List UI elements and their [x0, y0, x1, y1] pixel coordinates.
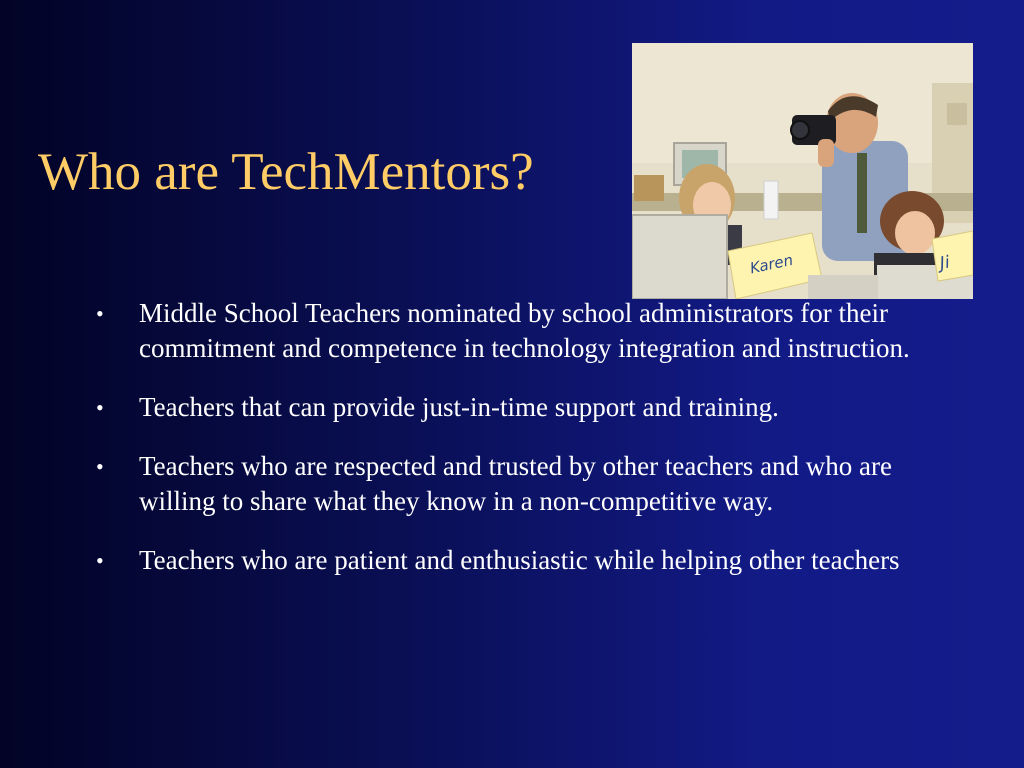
bullet-text: Teachers who are patient and enthusiastic while helping other teachers	[139, 545, 900, 575]
classroom-photo-illustration	[632, 43, 973, 299]
bullet-text: Middle School Teachers nominated by school administrators for their commitment and competence in technology integration and instruction.	[139, 298, 910, 363]
bullet-text: Teachers who are respected and trusted by other teachers and who are willing to share what they know in a non-competitive way.	[139, 451, 893, 516]
bullet-item	[96, 296, 966, 366]
bullet-text: Teachers that can provide just-in-time support and training.	[139, 392, 779, 422]
slide-title: Who are TechMentors?	[38, 143, 534, 201]
bullet-marker: •	[96, 395, 104, 420]
name-card-ji: Ji	[938, 252, 952, 274]
bullet-marker: •	[96, 454, 104, 479]
bullet-item	[96, 390, 966, 425]
name-card-karen: Karen	[748, 250, 795, 278]
bullet-marker: •	[96, 548, 104, 573]
bullet-item	[96, 543, 966, 578]
classroom-photo	[632, 43, 973, 299]
bullet-list	[96, 296, 966, 602]
bullet-item	[96, 449, 966, 519]
bullet-marker: •	[96, 301, 104, 326]
